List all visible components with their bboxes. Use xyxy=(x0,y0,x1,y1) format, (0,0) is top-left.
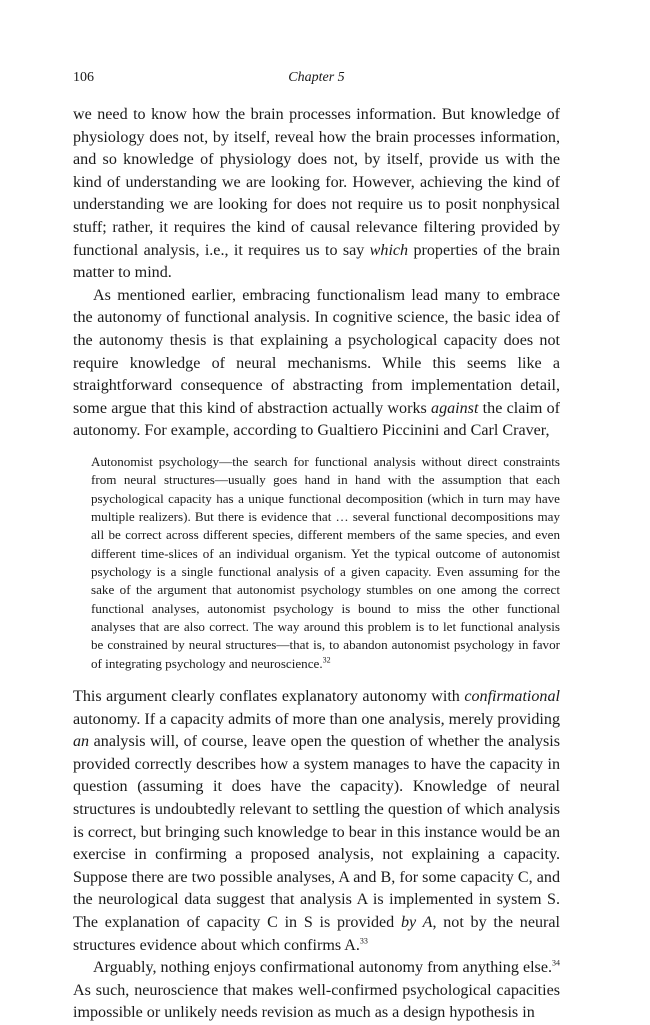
paragraph-3: This argument clearly conflates explanatory autonomy with confirmational autonomy. If a capacity admits of more than one analysis, merely providing an analysis will, of course, leave open the question of whether the analysis provided correctly describes how a system manages to have the capacity in question (assuming it does have the capacity). Knowledge of neural structures is undoubtedly relevant to settling the question of which analysis is correct, but bringing such knowledge to bear in this instance would be an exercise in confirming a proposed analysis, not explaining a capacity. Suppose there are two possible analyses, A and B, for some capacity C, and the neurological data suggest that analysis A is implemented in system S. The explanation of capacity C in S is provided by A, not by the neural structures evidence about which confirms A.$^{33}$ xyxy=(73,688,560,954)
block-quote-text: Autonomist psychology—the search for functional analysis without direct constraints from neural structures—usually goes hand in hand with the assumption that each psychological capacity has a unique functional decomposition (which in turn may have multiple realizers). But there is evidence that … several functional decompositions may all be correct across different species, different members of the same species, and even different time-slices of an individual organism. Yet the typical outcome of autonomist psychology is a single functional analysis of a given capacity. Even assuming for the sake of the argument that autonomist psychology stumbles on one among the correct functional analyses, autonomist psychology is bound to miss the other functional analyses that are also correct. The way around this problem is to let functional analysis be constrained by neural structures—that is, to abandon autonomist psychology in favor of integrating psychology and neuroscience.$^{32}$ xyxy=(91,453,560,671)
page-header xyxy=(73,70,560,90)
footnote-ref-34: 34 xyxy=(552,958,560,968)
paragraph-1: we need to know how the brain processes information. But knowledge of physiology does not, by itself, reveal how the brain processes information, and so knowledge of physiology does not, by itself, provide us with the kind of understanding we are looking for. However, achieving the kind of understanding we are looking for does not require us to posit nonphysical stuff; rather, it requires the kind of causal relevance filtering provided by functional analysis, i.e., it requires us to say which properties of the brain matter to mind. xyxy=(73,106,560,282)
paragraph-2: As mentioned earlier, embracing functionalism lead many to embrace the autonomy of functional analysis. In cognitive science, the basic idea of the autonomy thesis is that explaining a psychological capacity does not require knowledge of neural mechanisms. While this seems like a straightforward consequence of abstracting from implementation detail, some argue that this kind of abstraction actually works against the claim of autonomy. For example, according to Gualtiero Piccinini and Carl Craver, xyxy=(73,286,561,440)
footnote-ref-32: 32 xyxy=(322,655,331,665)
body-text xyxy=(73,104,560,1025)
footnote-ref-33: 33 xyxy=(359,936,368,946)
page-number: 106 xyxy=(73,70,94,85)
running-head: Chapter 5 xyxy=(288,70,345,85)
paragraph-4: Arguably, nothing enjoys confirmational autonomy from anything else.$^{34}$ As such, neuroscience that makes well-confirmed psychological capacities impossible or unlikely needs revision as much as a design hypothesis in xyxy=(73,958,560,1022)
block-quote xyxy=(91,453,560,673)
